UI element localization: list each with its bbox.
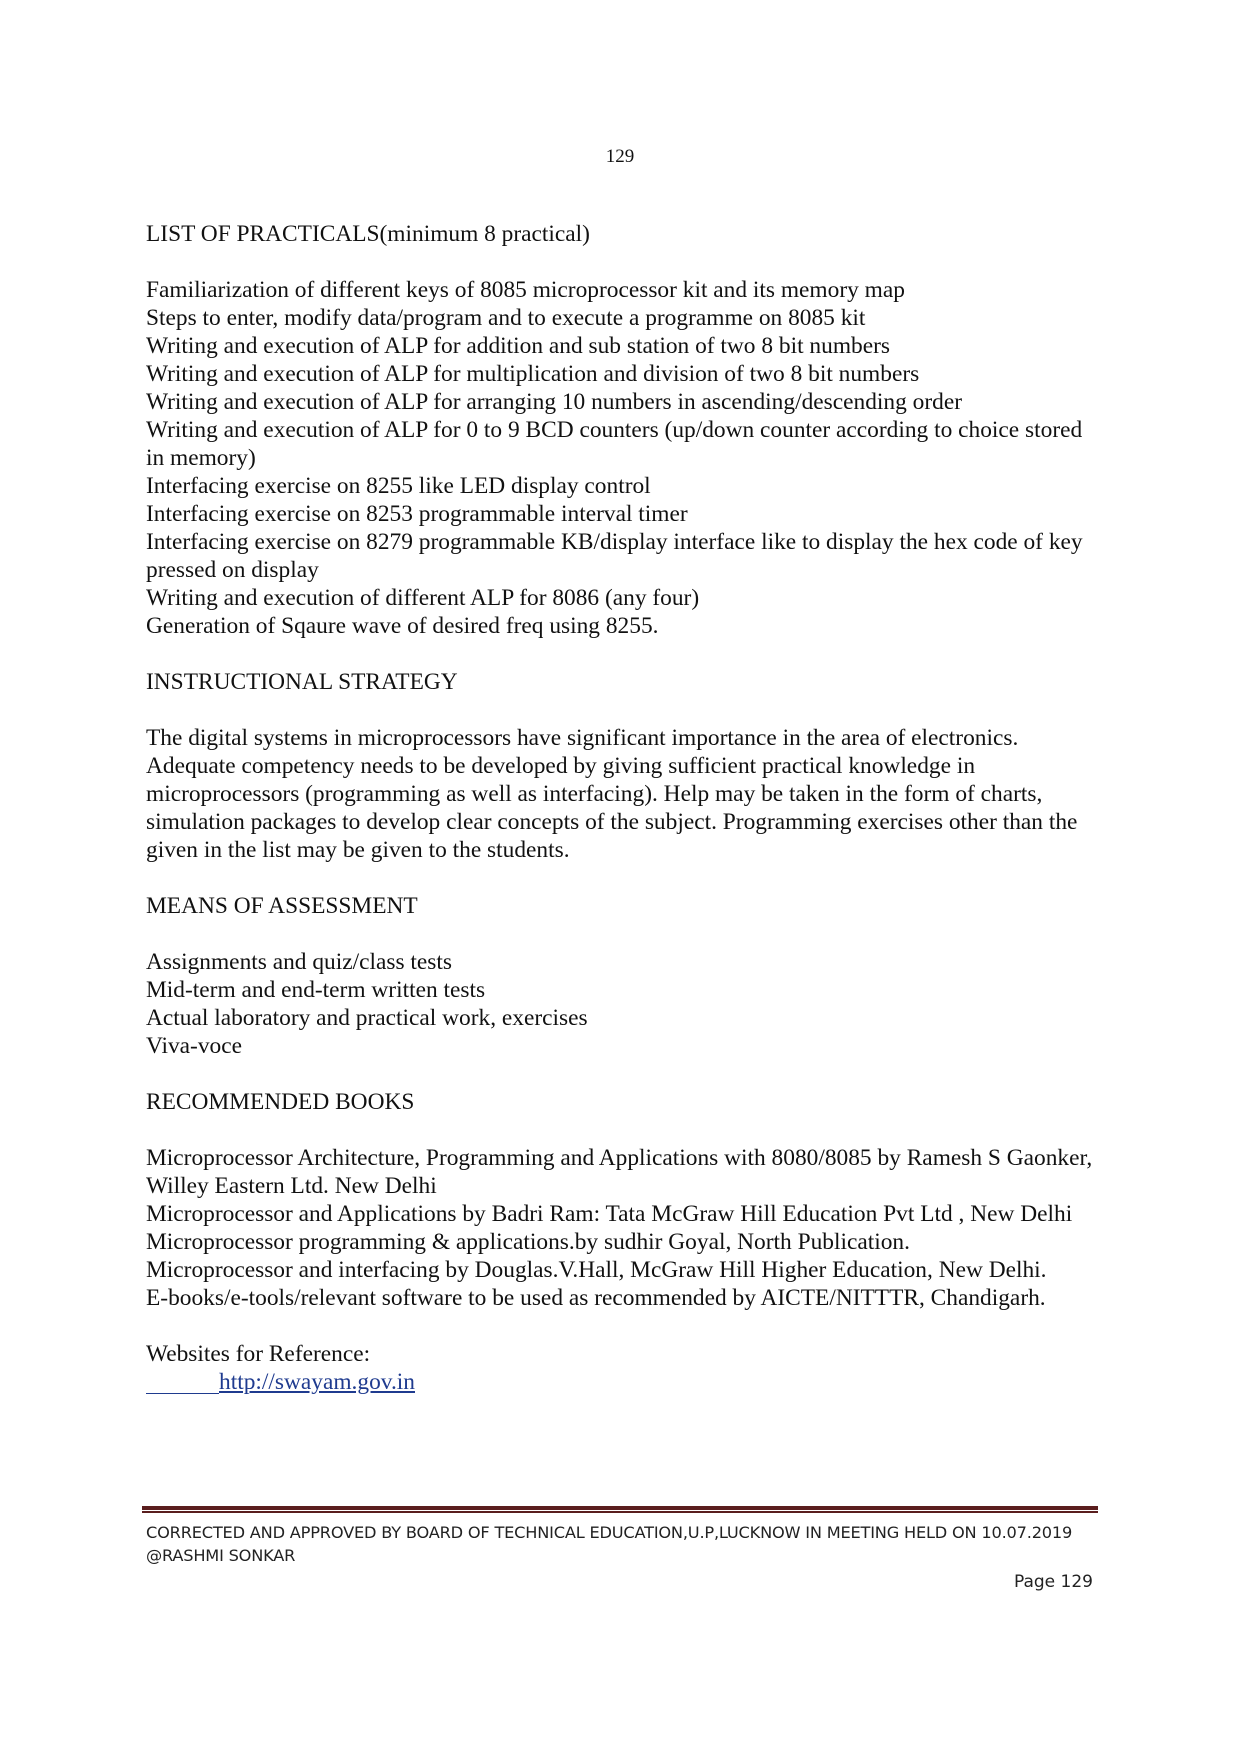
websites-section	[146, 1340, 1101, 1396]
websites-label: Websites for Reference:	[146, 1341, 371, 1367]
book-item: Microprocessor and Applications by Badri Ram: Tata McGraw Hill Education Pvt Ltd , New Delhi	[146, 1201, 1073, 1227]
strategy-paragraph: The digital systems in microprocessors have significant importance in the area of electronics. Adequate competency needs to be developed by giving sufficient practical knowledge in microprocessors (programming as well as interfacing). Help may be taken in the form of charts, simulation packages to develop clear concepts of the subject. Programming exercises other than the given in the list may be given to the students.	[146, 725, 1078, 863]
practical-item: Interfacing exercise on 8253 programmable interval timer	[146, 501, 688, 527]
assessment-item: Assignments and quiz/class tests	[146, 949, 452, 975]
practical-item: Familiarization of different keys of 8085 microprocessor kit and its memory map	[146, 277, 905, 303]
practical-item: Writing and execution of ALP for 0 to 9 BCD counters (up/down counter according to choice stored in memory)	[146, 417, 1083, 471]
practicals-list	[146, 276, 1101, 640]
practical-item: Writing and execution of ALP for addition and sub station of two 8 bit numbers	[146, 333, 890, 359]
practical-item: Interfacing exercise on 8255 like LED display control	[146, 473, 651, 499]
practical-item: Generation of Sqaure wave of desired freq using 8255.	[146, 613, 659, 639]
practical-item: Writing and execution of ALP for arranging 10 numbers in ascending/descending order	[146, 389, 962, 415]
books-section	[146, 1088, 1101, 1312]
practical-item: Steps to enter, modify data/program and to execute a programme on 8085 kit	[146, 305, 866, 331]
book-item: E-books/e-tools/relevant software to be used as recommended by AICTE/NITTTR, Chandigarh.	[146, 1285, 1046, 1311]
swayam-link[interactable]: http://swayam.gov.in	[219, 1369, 415, 1395]
document-body	[146, 220, 1101, 1396]
practical-item: Interfacing exercise on 8279 programmable KB/display interface like to display the hex code of key pressed on display	[146, 529, 1083, 583]
book-item: Microprocessor programming & applications.by sudhir Goyal, North Publication.	[146, 1229, 910, 1255]
footer-approval-text: CORRECTED AND APPROVED BY BOARD OF TECHNICAL EDUCATION,U.P,LUCKNOW IN MEETING HELD ON 10.07.2019 @RASHMI SONKAR	[146, 1523, 1073, 1565]
footer-rule-thick	[142, 1506, 1098, 1510]
assessment-item: Viva-voce	[146, 1033, 243, 1059]
assessment-heading: MEANS OF ASSESSMENT	[146, 893, 418, 919]
strategy-heading: INSTRUCTIONAL STRATEGY	[146, 669, 458, 695]
practicals-section	[146, 220, 1101, 640]
book-item: Microprocessor and interfacing by Douglas.V.Hall, McGraw Hill Higher Education, New Delhi.	[146, 1257, 1047, 1283]
assessment-section	[146, 892, 1101, 1060]
footer-page-number: Page 129	[1013, 1572, 1093, 1592]
website-link-line	[146, 1368, 1101, 1396]
practical-item: Writing and execution of different ALP for 8086 (any four)	[146, 585, 700, 611]
books-list	[146, 1144, 1101, 1312]
assessment-item: Mid-term and end-term written tests	[146, 977, 486, 1003]
footer-rule-thin	[142, 1511, 1098, 1513]
strategy-section	[146, 668, 1101, 864]
link-underline-lead	[146, 1393, 219, 1394]
book-item: Microprocessor Architecture, Programming and Applications with 8080/8085 by Ramesh S Gaonker, Willey Eastern Ltd. New Delhi	[146, 1145, 1093, 1199]
page-number-top: 129	[605, 146, 635, 167]
practical-item: Writing and execution of ALP for multiplication and division of two 8 bit numbers	[146, 361, 920, 387]
practicals-heading: LIST OF PRACTICALS(minimum 8 practical)	[146, 221, 590, 247]
assessment-item: Actual laboratory and practical work, exercises	[146, 1005, 588, 1031]
assessment-list	[146, 948, 1101, 1060]
books-heading: RECOMMENDED BOOKS	[146, 1089, 415, 1115]
footer-rule	[142, 1506, 1098, 1513]
